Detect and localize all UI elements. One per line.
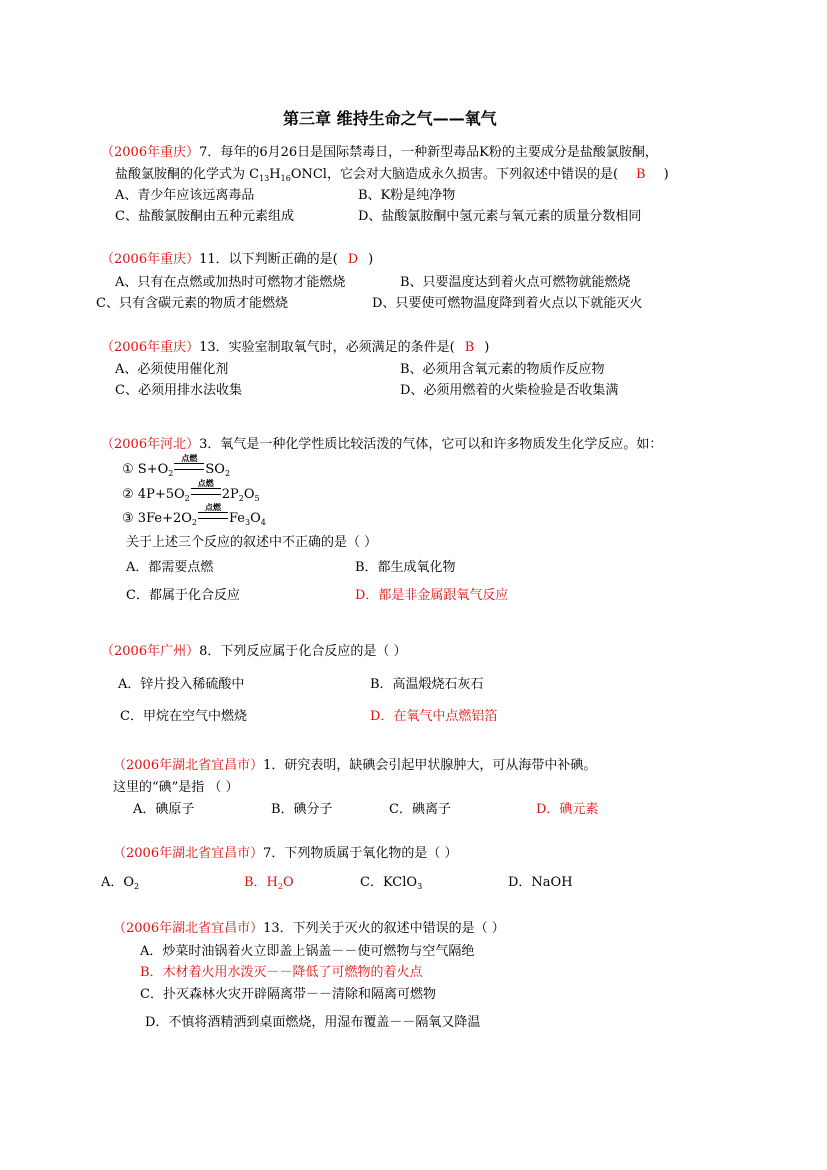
question-7-option-b: B．$H_2O$ <box>244 875 294 891</box>
question-7-stem: （2006年湖北省宜昌市）7．下列物质属于氧化物的是（ ） <box>113 846 458 861</box>
reaction-arrow: 点燃 <box>198 510 228 528</box>
reaction-1: ① $S+O_2$ 点燃 $SO_2$ <box>122 454 231 478</box>
question-1-option-b: B、K粉是纯净物 <box>358 188 456 203</box>
question-2-answer: D <box>347 252 359 267</box>
question-2-source: （2006年重庆） <box>101 252 200 267</box>
question-3-option-d: D、必须用燃着的火柴检验是否收集满 <box>400 383 619 398</box>
question-3-stem: （2006年重庆）13．实验室制取氧气时，必须满足的条件是( B ) <box>101 340 490 355</box>
question-3-option-a: A、必须使用催化剂 <box>115 362 229 377</box>
reaction-arrow: 点燃 <box>191 486 221 504</box>
question-4-option-c: C．都属于化合反应 <box>126 588 240 603</box>
question-4-option-b: B．都生成氧化物 <box>355 560 456 575</box>
question-8-option-b: B．木材着火用水泼灭－－降低了可燃物的着火点 <box>140 965 423 980</box>
question-2-option-a: A、只有在点燃或加热时可燃物才能燃烧 <box>115 275 346 290</box>
question-5-source: （2006年广州） <box>101 644 200 659</box>
question-6-source: （2006年湖北省宜昌市） <box>113 758 264 773</box>
question-2-option-c: C、只有含碳元素的物质才能燃烧 <box>96 296 288 311</box>
question-2-stem: （2006年重庆）11．以下判断正确的是( D ) <box>101 252 374 267</box>
question-7-option-d: D．NaOH <box>508 875 573 890</box>
question-3-source: （2006年重庆） <box>101 340 200 355</box>
question-4-answer-d: D．都是非金属跟氧气反应 <box>355 588 509 603</box>
question-4-option-d <box>355 587 508 605</box>
question-5-option-c: C．甲烷在空气中燃烧 <box>120 709 247 724</box>
question-2-option-b: B、只要温度达到着火点可燃物就能燃烧 <box>400 275 631 290</box>
question-6-option-a: A．碘原子 <box>133 802 195 817</box>
question-8-source: （2006年湖北省宜昌市） <box>113 921 264 936</box>
question-6-option-d: D．碘元素 <box>536 802 599 817</box>
question-5-option-b: B．高温煅烧石灰石 <box>370 677 484 692</box>
question-2-option-d: D、只要使可燃物温度降到着火点以下就能灭火 <box>372 296 643 311</box>
page-title: 第三章 维持生命之气——氧气 <box>283 109 497 128</box>
question-8-stem: （2006年湖北省宜昌市）13．下列关于灭火的叙述中错误的是（ ） <box>113 921 505 936</box>
question-5-stem: （2006年广州）8．下列反应属于化合反应的是（ ） <box>101 644 407 659</box>
question-7-option-a: A．$O_2$ <box>101 875 140 891</box>
question-1-option-c: C、盐酸氯胺酮由五种元素组成 <box>115 209 294 224</box>
question-6-stem: （2006年湖北省宜昌市）1．研究表明，缺碘会引起甲状腺肿大，可从海带中补碘。 <box>113 758 597 773</box>
question-1-source: （2006年重庆） <box>101 145 200 160</box>
question-3-option-b: B、必须用含氧元素的物质作反应物 <box>400 362 605 377</box>
question-7-option-c: C．KClO$_3$ <box>360 875 423 891</box>
question-5-option-a: A．锌片投入稀硫酸中 <box>118 677 245 692</box>
question-8-option-d: D．不慎将酒精洒到桌面燃烧，用湿布覆盖－－隔氧又降温 <box>145 1015 481 1030</box>
reaction-3: ③ $3Fe+2O_2$ 点燃 $Fe_3O_4$ <box>122 503 266 527</box>
question-4-question: 关于上述三个反应的叙述中不正确的是（ ） <box>126 535 378 550</box>
question-3-answer: B <box>464 340 475 355</box>
question-7-source: （2006年湖北省宜昌市） <box>113 846 264 861</box>
question-1-stem: （2006年重庆）7．每年的6月26日是国际禁毒日，一种新型毒品K粉的主要成分是盐酸氯胺酮， <box>101 145 658 160</box>
question-8-option-c: C．扑灭森林火灾开辟隔离带－－清除和隔离可燃物 <box>140 987 436 1002</box>
question-1-option-d: D、盐酸氯胺酮中氢元素与氧元素的质量分数相同 <box>358 209 642 224</box>
question-8-option-a: A．炒菜时油锅着火立即盖上锅盖－－使可燃物与空气隔绝 <box>140 944 475 959</box>
question-6-stem-line2: 这里的“碘”是指 （ ） <box>113 780 239 795</box>
reaction-arrow: 点燃 <box>174 461 204 479</box>
question-3-option-c: C、必须用排水法收集 <box>115 383 242 398</box>
question-6-option-b: B．碘分子 <box>271 802 333 817</box>
question-6-option-c: C．碘离子 <box>389 802 451 817</box>
question-1-option-a: A、青少年应该远离毒品 <box>115 188 255 203</box>
question-1-answer: B <box>636 167 646 182</box>
question-1-stem-line2: 盐酸氯胺酮的化学式为 $C_{13}H_{16}ONCl$，它会对大脑造成永久损害。下列叙述中错误的是( B ) <box>115 167 669 183</box>
question-4-source: （2006年河北） <box>101 437 200 452</box>
question-4-option-a: A．都需要点燃 <box>126 560 214 575</box>
reaction-2: ② $4P+5O_2$ 点燃 $2P_2O_5$ <box>122 479 260 503</box>
question-5-option-d: D．在氧气中点燃铝箔 <box>370 709 498 724</box>
question-4-stem: （2006年河北）3．氧气是一种化学性质比较活泼的气体，它可以和许多物质发生化学反应。如： <box>101 437 663 452</box>
